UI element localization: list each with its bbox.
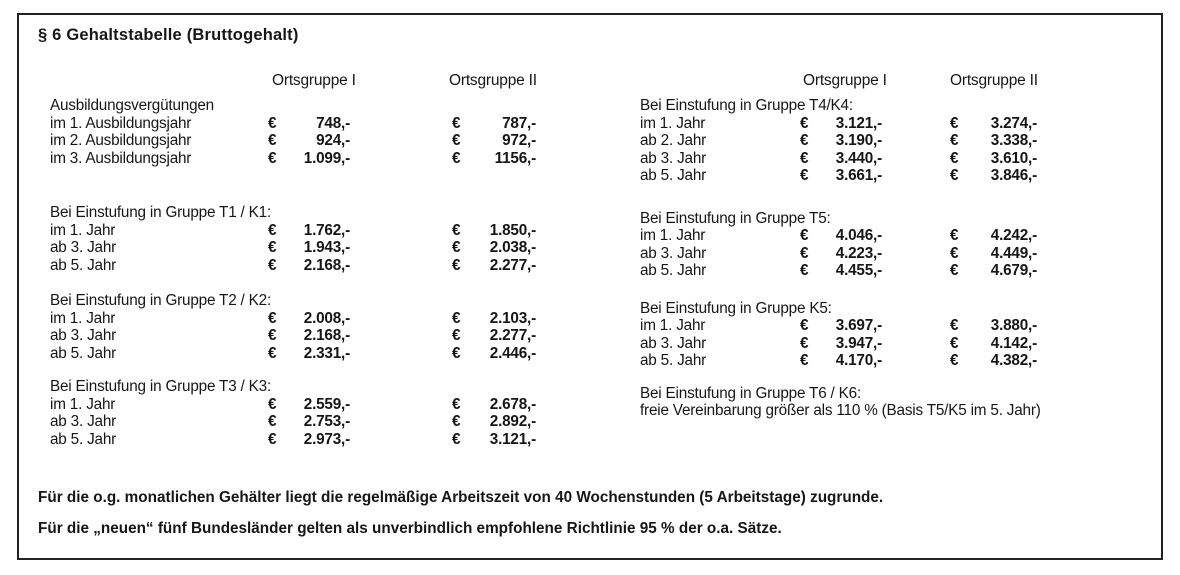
section-t6-k6 [640, 385, 1070, 420]
column-spacer [350, 222, 452, 240]
euro-symbol: € [268, 239, 277, 256]
amount-ortsgruppe-2: 4.679,- [990, 262, 1037, 279]
row-label: ab 3. Jahr [50, 327, 117, 344]
row-label: ab 3. Jahr [640, 244, 707, 262]
amount-ortsgruppe-2: 972,- [502, 132, 536, 149]
euro-symbol: € [800, 352, 809, 369]
amount-ortsgruppe-2: 4.382,- [990, 352, 1037, 369]
section-t3-k3 [50, 378, 540, 448]
salary-row [50, 310, 540, 328]
amount-ortsgruppe-2: 2.038,- [489, 239, 536, 256]
row-label: im 1. Jahr [640, 227, 706, 244]
section-heading: Bei Einstufung in Gruppe T4/K4: [640, 97, 853, 114]
salary-row [50, 150, 540, 168]
column-spacer [350, 257, 452, 275]
amount-ortsgruppe-1: 2.008,- [303, 309, 350, 327]
euro-symbol: € [950, 334, 959, 352]
row-label: im 2. Ausbildungsjahr [50, 132, 192, 149]
euro-symbol: € [268, 344, 277, 362]
section-heading: Bei Einstufung in Gruppe T2 / K2: [50, 292, 272, 309]
column-header-left-ortsgruppe-2: Ortsgruppe II [449, 72, 537, 89]
euro-symbol: € [452, 413, 461, 430]
euro-symbol: € [452, 256, 461, 274]
column-spacer [350, 115, 452, 133]
column-spacer [882, 335, 950, 353]
euro-symbol: € [452, 114, 461, 132]
section-heading: Bei Einstufung in Gruppe K5: [640, 299, 832, 317]
euro-symbol: € [268, 221, 277, 239]
euro-symbol: € [268, 114, 277, 132]
row-label: ab 2. Jahr [640, 132, 707, 149]
amount-ortsgruppe-2: 2.277,- [489, 327, 536, 344]
euro-symbol: € [452, 430, 461, 448]
amount-ortsgruppe-2: 1.850,- [489, 221, 536, 239]
row-label: ab 3. Jahr [50, 239, 117, 256]
column-header-right-ortsgruppe-1: Ortsgruppe I [803, 72, 887, 89]
column-spacer [350, 327, 452, 345]
amount-ortsgruppe-1: 2.973,- [303, 430, 350, 448]
amount-ortsgruppe-2: 3.338,- [990, 132, 1037, 149]
euro-symbol: € [800, 167, 809, 184]
amount-ortsgruppe-1: 2.753,- [303, 413, 350, 430]
salary-row [50, 413, 540, 431]
amount-ortsgruppe-2: 3.121,- [489, 430, 536, 448]
row-label: ab 5. Jahr [50, 430, 117, 448]
euro-symbol: € [268, 309, 277, 327]
row-label: im 1. Jahr [50, 309, 116, 327]
amount-ortsgruppe-1: 3.697,- [835, 317, 882, 334]
salary-row [640, 167, 1070, 185]
salary-row [50, 115, 540, 133]
column-spacer [882, 227, 950, 245]
row-label: im 1. Jahr [50, 221, 116, 239]
salary-row [50, 345, 540, 363]
amount-ortsgruppe-2: 4.242,- [990, 227, 1037, 244]
euro-symbol: € [268, 327, 277, 344]
row-label: ab 5. Jahr [50, 344, 117, 362]
salary-row [640, 227, 1070, 245]
euro-symbol: € [800, 244, 809, 262]
euro-symbol: € [452, 132, 461, 149]
euro-symbol: € [268, 395, 277, 413]
section-heading: Bei Einstufung in Gruppe T3 / K3: [50, 378, 272, 395]
row-label: im 3. Ausbildungsjahr [50, 149, 192, 167]
row-label: ab 5. Jahr [50, 256, 117, 274]
amount-ortsgruppe-1: 3.121,- [835, 114, 882, 132]
salary-table-right [640, 97, 1070, 420]
euro-symbol: € [268, 149, 277, 167]
euro-symbol: € [800, 317, 809, 334]
euro-symbol: € [950, 114, 959, 132]
euro-symbol: € [452, 149, 461, 167]
amount-ortsgruppe-1: 2.168,- [303, 327, 350, 344]
amount-ortsgruppe-2: 3.846,- [990, 167, 1037, 184]
row-label: im 1. Jahr [640, 317, 706, 334]
column-spacer [350, 345, 452, 363]
amount-ortsgruppe-1: 3.440,- [835, 149, 882, 167]
euro-symbol: € [950, 352, 959, 369]
euro-symbol: € [950, 244, 959, 262]
euro-symbol: € [950, 317, 959, 334]
row-label: ab 5. Jahr [640, 167, 707, 184]
amount-ortsgruppe-2: 1156,- [494, 149, 536, 167]
euro-symbol: € [950, 262, 959, 279]
salary-row [640, 352, 1070, 370]
salary-row [640, 317, 1070, 335]
amount-ortsgruppe-1: 2.559,- [303, 395, 350, 413]
amount-ortsgruppe-1: 1.943,- [303, 239, 350, 256]
euro-symbol: € [950, 167, 959, 184]
column-spacer [882, 352, 950, 370]
amount-ortsgruppe-1: 2.168,- [303, 256, 350, 274]
section-k5 [640, 300, 1070, 370]
amount-ortsgruppe-2: 3.274,- [990, 114, 1037, 132]
section-heading: Bei Einstufung in Gruppe T5: [640, 209, 831, 227]
amount-ortsgruppe-1: 2.331,- [303, 344, 350, 362]
euro-symbol: € [268, 413, 277, 430]
column-spacer [882, 132, 950, 150]
row-label: im 1. Jahr [50, 395, 116, 413]
euro-symbol: € [800, 227, 809, 244]
section-ausbildung [50, 97, 540, 167]
euro-symbol: € [800, 114, 809, 132]
row-label: im 1. Ausbildungsjahr [50, 114, 192, 132]
salary-row [50, 222, 540, 240]
section-t1-k1 [50, 204, 540, 274]
euro-symbol: € [268, 430, 277, 448]
amount-ortsgruppe-2: 2.277,- [489, 256, 536, 274]
salary-row [50, 396, 540, 414]
euro-symbol: € [800, 132, 809, 149]
section-heading: Bei Einstufung in Gruppe T6 / K6: [640, 384, 862, 402]
section-t4-k4 [640, 97, 1070, 185]
column-spacer [350, 396, 452, 414]
amount-ortsgruppe-1: 748,- [316, 114, 350, 132]
euro-symbol: € [268, 132, 277, 149]
salary-row [50, 239, 540, 257]
euro-symbol: € [452, 344, 461, 362]
amount-ortsgruppe-1: 4.223,- [835, 244, 882, 262]
amount-ortsgruppe-1: 4.455,- [835, 262, 882, 279]
amount-ortsgruppe-1: 4.046,- [835, 227, 882, 244]
amount-ortsgruppe-1: 3.661,- [835, 167, 882, 184]
euro-symbol: € [950, 149, 959, 167]
euro-symbol: € [800, 334, 809, 352]
section-note: freie Vereinbarung größer als 110 % (Basis T5/K5 im 5. Jahr) [640, 402, 1041, 419]
euro-symbol: € [452, 221, 461, 239]
euro-symbol: € [800, 149, 809, 167]
column-spacer [882, 167, 950, 185]
euro-symbol: € [950, 132, 959, 149]
salary-row [640, 335, 1070, 353]
amount-ortsgruppe-2: 2.678,- [489, 395, 536, 413]
column-spacer [350, 239, 452, 257]
section-t5 [640, 210, 1070, 280]
amount-ortsgruppe-1: 1.762,- [303, 221, 350, 239]
salary-row [640, 115, 1070, 133]
amount-ortsgruppe-1: 924,- [316, 132, 350, 149]
euro-symbol: € [452, 309, 461, 327]
euro-symbol: € [452, 327, 461, 344]
amount-ortsgruppe-2: 2.892,- [489, 413, 536, 430]
amount-ortsgruppe-2: 4.449,- [990, 244, 1037, 262]
section-t2-k2 [50, 292, 540, 362]
amount-ortsgruppe-2: 3.610,- [990, 149, 1037, 167]
section-heading: Bei Einstufung in Gruppe T1 / K1: [50, 204, 272, 221]
row-label: ab 5. Jahr [640, 262, 707, 279]
row-label: im 1. Jahr [640, 114, 706, 132]
column-spacer [350, 431, 452, 449]
amount-ortsgruppe-1: 3.190,- [835, 132, 882, 149]
amount-ortsgruppe-2: 3.880,- [990, 317, 1037, 334]
salary-row [640, 132, 1070, 150]
euro-symbol: € [452, 239, 461, 256]
salary-row [50, 257, 540, 275]
column-spacer [882, 262, 950, 280]
row-label: ab 3. Jahr [640, 334, 707, 352]
row-label: ab 3. Jahr [640, 149, 707, 167]
salary-row [640, 262, 1070, 280]
section-heading: Ausbildungsvergütungen [50, 97, 214, 114]
column-spacer [882, 150, 950, 168]
salary-row [50, 327, 540, 345]
amount-ortsgruppe-1: 3.947,- [835, 334, 882, 352]
column-spacer [882, 317, 950, 335]
column-header-right-ortsgruppe-2: Ortsgruppe II [950, 72, 1038, 89]
salary-row [50, 431, 540, 449]
page-title: § 6 Gehaltstabelle (Bruttogehalt) [38, 26, 299, 44]
column-spacer [882, 115, 950, 133]
column-spacer [350, 150, 452, 168]
amount-ortsgruppe-1: 4.170,- [835, 352, 882, 369]
amount-ortsgruppe-1: 1.099,- [303, 149, 350, 167]
salary-table-left [50, 97, 540, 448]
amount-ortsgruppe-2: 4.142,- [990, 334, 1037, 352]
euro-symbol: € [452, 395, 461, 413]
column-spacer [350, 132, 452, 150]
row-label: ab 3. Jahr [50, 413, 117, 430]
column-spacer [350, 310, 452, 328]
column-header-left-ortsgruppe-1: Ortsgruppe I [272, 72, 356, 89]
salary-row [640, 245, 1070, 263]
salary-row [50, 132, 540, 150]
footer-note-worktime: Für die o.g. monatlichen Gehälter liegt die regelmäßige Arbeitszeit von 40 Wochenstunden (5 Arbeitstage) zugrunde. [38, 489, 884, 506]
column-spacer [350, 413, 452, 431]
euro-symbol: € [268, 256, 277, 274]
euro-symbol: € [950, 227, 959, 244]
footer-note-bundeslaender: Für die „neuen“ fünf Bundesländer gelten als unverbindlich empfohlene Richtlinie 95 % der o.a. Sätze. [38, 520, 782, 537]
salary-row [640, 150, 1070, 168]
amount-ortsgruppe-2: 2.103,- [489, 309, 536, 327]
euro-symbol: € [800, 262, 809, 279]
amount-ortsgruppe-2: 787,- [502, 114, 536, 132]
row-label: ab 5. Jahr [640, 352, 707, 369]
column-spacer [882, 245, 950, 263]
amount-ortsgruppe-2: 2.446,- [489, 344, 536, 362]
